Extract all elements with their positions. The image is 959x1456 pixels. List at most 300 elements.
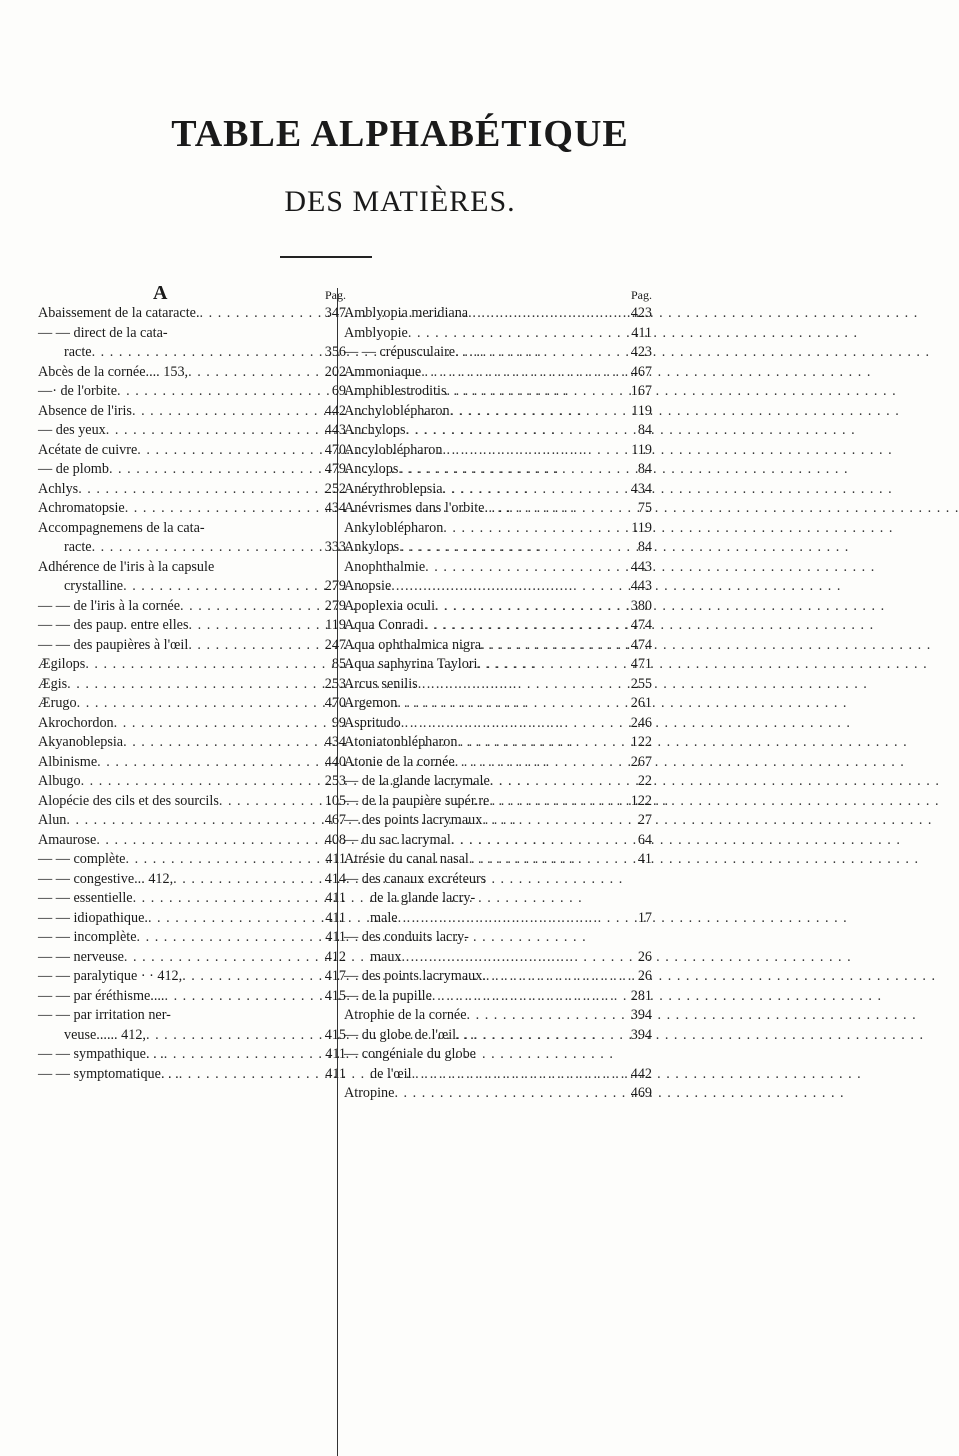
entry-leader-dots bbox=[486, 967, 636, 987]
entry-page-number: 411 bbox=[325, 890, 346, 906]
entry-leader-dots bbox=[457, 733, 628, 753]
entry-term: Apoplexia oculi bbox=[344, 597, 436, 614]
index-entry bbox=[38, 636, 346, 656]
entry-leader-dots bbox=[106, 421, 323, 441]
index-entry bbox=[344, 636, 652, 656]
entry-page-number: 202 bbox=[324, 363, 346, 380]
entry-term: — — paralytique · · 412, bbox=[38, 968, 183, 984]
entry-term: — — incomplète bbox=[38, 929, 137, 945]
entry-page-number: 470 bbox=[324, 695, 346, 711]
entry-page-number: 443 bbox=[324, 422, 346, 438]
entry-page-number: 434 bbox=[324, 500, 346, 516]
entry-term: Anopsie bbox=[344, 578, 392, 594]
entry-page-number: 394 bbox=[630, 1026, 652, 1043]
entry-term: Anévrismes dans l'orbite. . . . bbox=[344, 500, 510, 516]
entry-term: — — direct de la cata- bbox=[38, 324, 168, 341]
entry-leader-dots bbox=[200, 304, 323, 324]
index-entry bbox=[344, 616, 652, 636]
entry-page-number: 415 bbox=[324, 987, 346, 1004]
index-entry bbox=[344, 675, 652, 695]
entry-leader-dots bbox=[432, 987, 629, 1007]
entry-leader-dots bbox=[189, 616, 324, 636]
entry-term: Aqua ophthalmica nigra bbox=[344, 636, 482, 653]
entry-leader-dots bbox=[402, 948, 636, 968]
entry-term: Albugo bbox=[38, 773, 81, 789]
entry-leader-dots bbox=[490, 772, 636, 792]
entry-term: — de la glande lacrymale bbox=[344, 773, 490, 789]
entry-term: Aqua Conradi bbox=[344, 617, 424, 633]
index-entry bbox=[38, 850, 346, 870]
entry-term: Anchyloblépharon bbox=[344, 402, 450, 419]
entry-page-number: 252 bbox=[324, 480, 346, 497]
index-entry bbox=[344, 1084, 652, 1104]
entry-term: — — par éréthisme.... bbox=[38, 987, 165, 1004]
index-entry bbox=[344, 519, 652, 539]
left-column bbox=[38, 286, 346, 1084]
entry-page-number: 443 bbox=[630, 558, 652, 575]
index-entry bbox=[38, 577, 346, 597]
entry-leader-dots bbox=[133, 889, 324, 909]
entry-term: Acétate de cuivre bbox=[38, 441, 138, 458]
entry-leader-dots bbox=[478, 655, 629, 675]
entry-page-number: 411 bbox=[325, 851, 346, 867]
entry-leader-dots bbox=[124, 948, 323, 968]
entry-page-number: 84 bbox=[637, 539, 652, 555]
index-entry bbox=[38, 324, 346, 344]
entry-term: Alopécie des cils et des sourcils bbox=[38, 792, 219, 809]
entry-leader-dots bbox=[78, 480, 323, 500]
index-entry bbox=[38, 402, 346, 422]
index-entry bbox=[38, 831, 346, 851]
index-entry bbox=[38, 616, 346, 636]
entry-term: — du globe de l'œil. . . bbox=[344, 1026, 474, 1043]
entry-term: racte bbox=[64, 344, 92, 360]
entry-term: Ancylops bbox=[344, 461, 399, 477]
entry-page-number: 41 bbox=[637, 851, 652, 867]
entry-term: Aqua saphyrina Taylori bbox=[344, 656, 478, 672]
entry-page-number: 414 bbox=[324, 870, 346, 887]
entry-term: Akrochordon bbox=[38, 714, 114, 731]
entry-leader-dots bbox=[474, 1026, 629, 1046]
entry-leader-dots bbox=[188, 636, 322, 656]
entry-term: — — de l'iris à la cornée bbox=[38, 597, 181, 614]
entry-term: Amphiblestroditis bbox=[344, 383, 447, 399]
index-entry bbox=[344, 460, 652, 480]
entry-leader-dots bbox=[219, 792, 323, 812]
entry-term: — — symptomatique. . . bbox=[38, 1065, 179, 1082]
entry-page-number: 26 bbox=[637, 948, 652, 965]
entry-leader-dots bbox=[481, 636, 629, 656]
entry-leader-dots bbox=[425, 558, 629, 578]
entry-leader-dots bbox=[399, 538, 636, 558]
entry-term: — — par irritation ner- bbox=[38, 1007, 171, 1023]
entry-term: — — idiopathique. bbox=[38, 909, 148, 926]
entry-term: Amblyopie bbox=[344, 324, 408, 341]
entry-term: — — crépusculaire. . . . bbox=[344, 344, 480, 360]
index-entry bbox=[38, 792, 346, 812]
entry-leader-dots bbox=[77, 694, 323, 714]
entry-term: — congéniale du globe bbox=[344, 1046, 476, 1062]
entry-term: — — des paupières à l'œil bbox=[38, 636, 189, 653]
page-subtitle: DES MATIÈRES. bbox=[284, 185, 516, 218]
entry-term: — — congestive... 412, bbox=[38, 870, 174, 887]
entry-term: Atrophie de la cornée bbox=[344, 1007, 467, 1023]
entry-term: — — essentielle bbox=[38, 890, 133, 906]
entry-page-number: 17 bbox=[637, 909, 652, 926]
index-entry bbox=[38, 1045, 346, 1065]
entry-page-number: 261 bbox=[630, 695, 652, 711]
index-entry bbox=[344, 909, 652, 929]
entry-page-number: 122 bbox=[630, 734, 652, 750]
index-entry bbox=[38, 714, 346, 734]
entry-leader-dots bbox=[92, 538, 323, 558]
index-entry bbox=[344, 597, 652, 617]
index-entry bbox=[38, 519, 346, 539]
entry-leader-dots bbox=[132, 402, 323, 422]
entry-term: —· de l'orbite bbox=[38, 383, 117, 399]
entry-page-number: 75 bbox=[637, 500, 652, 516]
entry-term: — de la paupière supér.re bbox=[344, 792, 490, 809]
entry-page-number: 411 bbox=[325, 909, 346, 926]
entry-page-number: 253 bbox=[324, 675, 346, 692]
entry-leader-dots bbox=[67, 675, 323, 695]
entry-leader-dots bbox=[443, 480, 629, 500]
entry-page-number: 412 bbox=[324, 948, 346, 965]
entry-leader-dots bbox=[509, 499, 636, 519]
entry-page-number: 22 bbox=[637, 773, 652, 789]
entry-page-number: 423 bbox=[630, 344, 652, 360]
entry-page-number: 411 bbox=[631, 324, 652, 341]
entry-page-number: 467 bbox=[630, 363, 652, 380]
index-entry bbox=[344, 714, 652, 734]
index-entry bbox=[344, 850, 652, 870]
entry-page-number: 467 bbox=[324, 812, 346, 828]
entry-leader-dots bbox=[405, 421, 635, 441]
entry-term: — — complète bbox=[38, 851, 126, 867]
entry-leader-dots bbox=[179, 1065, 324, 1085]
entry-page-number: 281 bbox=[630, 987, 652, 1004]
index-entry bbox=[38, 597, 346, 617]
entry-page-number: 442 bbox=[324, 402, 346, 419]
index-entry bbox=[344, 577, 652, 597]
entry-term: racte bbox=[64, 539, 92, 555]
index-entry bbox=[38, 948, 346, 968]
index-entry bbox=[38, 675, 346, 695]
entry-leader-dots bbox=[467, 1006, 629, 1026]
entry-term: — de plomb bbox=[38, 461, 109, 477]
entry-page-number: 119 bbox=[631, 441, 652, 458]
entry-leader-dots bbox=[412, 1065, 629, 1085]
index-entry bbox=[344, 382, 652, 402]
index-entry bbox=[38, 889, 346, 909]
entry-page-number: 411 bbox=[325, 1065, 346, 1082]
entry-page-number: 122 bbox=[630, 792, 652, 809]
index-entry bbox=[344, 792, 652, 812]
entry-term: Atoniatonblépharon bbox=[344, 734, 458, 750]
entry-term: Akyanoblepsia bbox=[38, 734, 124, 750]
entry-page-number: 347 bbox=[324, 305, 346, 321]
index-entry bbox=[344, 363, 652, 383]
entry-page-number: 167 bbox=[630, 383, 652, 399]
entry-leader-dots bbox=[180, 597, 323, 617]
entry-leader-dots bbox=[443, 441, 630, 461]
entry-leader-dots bbox=[123, 733, 323, 753]
entry-leader-dots bbox=[92, 343, 323, 363]
entry-term: Anophthalmie bbox=[344, 558, 426, 575]
entry-term: Atropine bbox=[344, 1085, 395, 1101]
entry-leader-dots bbox=[146, 1026, 323, 1046]
index-entry bbox=[344, 733, 652, 753]
entry-page-number: 279 bbox=[324, 578, 346, 594]
entry-page-number: 255 bbox=[630, 675, 652, 692]
entry-leader-dots bbox=[97, 753, 323, 773]
index-entry bbox=[344, 441, 652, 461]
entry-page-number: 247 bbox=[324, 636, 346, 653]
entry-page-number: 440 bbox=[324, 753, 346, 770]
entry-term: — des yeux bbox=[38, 422, 106, 438]
entry-term: de l'œil bbox=[370, 1065, 412, 1082]
entry-leader-dots bbox=[424, 616, 629, 636]
entry-leader-dots bbox=[125, 499, 323, 519]
entry-leader-dots bbox=[81, 772, 323, 792]
entry-page-number: 84 bbox=[637, 461, 652, 477]
index-entry bbox=[344, 304, 652, 324]
entry-page-number: 471 bbox=[630, 656, 652, 672]
index-entry bbox=[38, 382, 346, 402]
entry-leader-dots bbox=[469, 850, 636, 870]
entry-page-number: 119 bbox=[631, 519, 652, 536]
entry-page-number: 423 bbox=[630, 305, 652, 321]
right-column bbox=[344, 286, 652, 1104]
index-entry bbox=[344, 987, 652, 1007]
entry-leader-dots bbox=[398, 909, 636, 929]
entry-term: — des conduits lacry- bbox=[344, 929, 469, 945]
left-entry-list bbox=[38, 304, 346, 1084]
index-entry bbox=[38, 343, 346, 363]
entry-term: Ancyloblépharon bbox=[344, 441, 443, 458]
entry-leader-dots bbox=[482, 811, 636, 831]
entry-page-number: 434 bbox=[630, 480, 652, 497]
index-entry bbox=[344, 811, 652, 831]
entry-leader-dots bbox=[401, 714, 629, 734]
entry-term: Alun bbox=[38, 812, 67, 828]
entry-leader-dots bbox=[443, 519, 629, 539]
entry-page-number: 85 bbox=[331, 656, 346, 672]
index-entry bbox=[344, 928, 652, 948]
entry-leader-dots bbox=[455, 753, 629, 773]
entry-page-number: 279 bbox=[324, 597, 346, 614]
entry-term: Amaurose bbox=[38, 831, 97, 848]
index-entry bbox=[344, 538, 652, 558]
right-entry-list bbox=[344, 304, 652, 1104]
entry-leader-dots bbox=[123, 577, 323, 597]
entry-term: Abaissement de la cataracte. bbox=[38, 305, 200, 321]
index-entry bbox=[344, 831, 652, 851]
entry-page-number: 394 bbox=[630, 1007, 652, 1023]
entry-term: Adhérence de l'iris à la capsule bbox=[38, 558, 215, 575]
entry-term: veuse...... 412, bbox=[64, 1026, 146, 1043]
index-entry bbox=[344, 421, 652, 441]
index-entry bbox=[38, 1006, 346, 1026]
entry-page-number: 434 bbox=[324, 734, 346, 750]
index-entry bbox=[344, 870, 652, 890]
entry-leader-dots bbox=[397, 694, 628, 714]
index-entry bbox=[344, 753, 652, 773]
entry-page-number: 380 bbox=[630, 597, 652, 614]
entry-term: Atrésie du canal nasal bbox=[344, 851, 469, 867]
entry-leader-dots bbox=[489, 792, 628, 812]
page-title: TABLE ALPHABÉTIQUE bbox=[171, 113, 629, 155]
index-entry bbox=[344, 324, 652, 344]
entry-page-number: 411 bbox=[325, 1046, 346, 1062]
entry-leader-dots bbox=[450, 402, 630, 422]
entry-leader-dots bbox=[96, 831, 322, 851]
entry-term: Arcus senilis bbox=[344, 675, 418, 692]
entry-page-number: 119 bbox=[631, 402, 652, 419]
index-entry bbox=[344, 1006, 652, 1026]
index-entry bbox=[38, 987, 346, 1007]
index-entry bbox=[344, 1026, 652, 1046]
entry-term: — du sac lacrymal bbox=[344, 831, 451, 848]
index-entry bbox=[38, 1026, 346, 1046]
entry-page-number: 408 bbox=[324, 831, 346, 848]
index-entry bbox=[38, 480, 346, 500]
entry-leader-dots bbox=[66, 811, 322, 831]
entry-page-number: 333 bbox=[324, 539, 346, 555]
entry-page-number: 84 bbox=[637, 422, 652, 438]
entry-term: de la glande lacry- bbox=[370, 890, 476, 906]
entry-term: — des points lacrymaux. bbox=[344, 968, 486, 984]
entry-term: maux bbox=[370, 948, 402, 965]
index-entry bbox=[344, 1065, 652, 1085]
entry-term: Amblyopia meridiana bbox=[344, 305, 469, 321]
entry-term: male bbox=[370, 909, 398, 926]
index-entry bbox=[344, 480, 652, 500]
entry-leader-dots bbox=[418, 675, 629, 695]
entry-leader-dots bbox=[164, 1045, 324, 1065]
entry-leader-dots bbox=[446, 382, 628, 402]
entry-term: Argemon bbox=[344, 695, 398, 711]
entry-leader-dots bbox=[480, 343, 629, 363]
entry-term: Achromatopsie bbox=[38, 500, 125, 516]
index-entry bbox=[38, 733, 346, 753]
entry-page-number: 474 bbox=[630, 617, 652, 633]
entry-leader-dots bbox=[421, 363, 628, 383]
index-entry bbox=[38, 441, 346, 461]
entry-page-number: 253 bbox=[324, 773, 346, 789]
entry-leader-dots bbox=[85, 655, 330, 675]
entry-page-number: 442 bbox=[630, 1065, 652, 1082]
entry-page-number: 417 bbox=[324, 968, 346, 984]
entry-leader-dots bbox=[394, 1084, 628, 1104]
entry-term: Achlys bbox=[38, 480, 79, 497]
index-entry bbox=[38, 538, 346, 558]
section-letter: A bbox=[153, 282, 168, 304]
entry-leader-dots bbox=[173, 870, 323, 890]
index-entry bbox=[38, 870, 346, 890]
entry-leader-dots bbox=[391, 577, 628, 597]
index-entry bbox=[344, 402, 652, 422]
pag-label-right: Pag. bbox=[631, 288, 652, 302]
entry-page-number: 479 bbox=[324, 461, 346, 477]
index-entry bbox=[344, 694, 652, 714]
entry-term: Anérythroblepsia bbox=[344, 480, 443, 497]
entry-leader-dots bbox=[188, 363, 323, 383]
pag-label-left: Pag. bbox=[325, 288, 346, 302]
entry-term: Ægis bbox=[38, 675, 68, 692]
index-entry bbox=[38, 753, 346, 773]
index-entry bbox=[38, 421, 346, 441]
entry-leader-dots bbox=[137, 928, 324, 948]
entry-term: Ankylops bbox=[344, 539, 400, 555]
entry-page-number: 27 bbox=[637, 812, 652, 828]
index-entry bbox=[38, 909, 346, 929]
entry-page-number: 26 bbox=[637, 968, 652, 984]
entry-term: — — des paup. entre elles bbox=[38, 617, 189, 633]
entry-term: Ægilops bbox=[38, 656, 86, 672]
entry-term: Ærugo bbox=[38, 695, 77, 711]
entry-leader-dots bbox=[435, 597, 629, 617]
entry-term: crystalline bbox=[64, 578, 124, 594]
entry-leader-dots bbox=[148, 909, 323, 929]
index-entry bbox=[38, 499, 346, 519]
index-entry bbox=[344, 889, 652, 909]
index-entry bbox=[38, 928, 346, 948]
entry-term: Atonie de la cornée bbox=[344, 753, 455, 770]
entry-term: Ammoniaque bbox=[344, 363, 422, 380]
entry-leader-dots bbox=[164, 987, 322, 1007]
entry-page-number: 119 bbox=[325, 617, 346, 633]
index-entry bbox=[38, 304, 346, 324]
entry-term: Absence de l'iris bbox=[38, 402, 132, 419]
index-entry bbox=[344, 655, 652, 675]
entry-term: Abcès de la cornée.... 153, bbox=[38, 363, 189, 380]
index-entry bbox=[38, 655, 346, 675]
index-entry bbox=[38, 967, 346, 987]
entry-term: — des canaux excréteurs bbox=[344, 870, 487, 887]
entry-term: — — nerveuse bbox=[38, 948, 124, 965]
entry-page-number: 246 bbox=[630, 714, 652, 731]
entry-page-number: 415 bbox=[324, 1026, 346, 1043]
entry-leader-dots bbox=[408, 324, 629, 344]
entry-term: Aspritudo bbox=[344, 714, 401, 731]
index-entry bbox=[38, 772, 346, 792]
entry-page-number: 356 bbox=[324, 344, 346, 360]
entry-page-number: 99 bbox=[331, 714, 346, 731]
index-entry bbox=[38, 694, 346, 714]
index-entry bbox=[38, 363, 346, 383]
index-entry bbox=[38, 460, 346, 480]
entry-page-number: 69 bbox=[331, 383, 346, 399]
entry-leader-dots bbox=[109, 460, 323, 480]
entry-leader-dots bbox=[114, 714, 330, 734]
index-entry bbox=[344, 967, 652, 987]
entry-leader-dots bbox=[117, 382, 330, 402]
entry-term: — — sympathique. . . bbox=[38, 1046, 164, 1062]
index-entry bbox=[344, 948, 652, 968]
entry-page-number: 443 bbox=[630, 578, 652, 594]
title-rule bbox=[280, 256, 372, 258]
index-entry bbox=[344, 343, 652, 363]
entry-page-number: 469 bbox=[630, 1085, 652, 1101]
entry-leader-dots bbox=[398, 460, 635, 480]
index-entry bbox=[344, 499, 652, 519]
entry-term: Ankyloblépharon bbox=[344, 519, 444, 536]
index-entry bbox=[38, 811, 346, 831]
entry-term: Accompagnemens de la cata- bbox=[38, 519, 205, 536]
entry-page-number: 105 bbox=[324, 792, 346, 809]
entry-leader-dots bbox=[182, 967, 323, 987]
